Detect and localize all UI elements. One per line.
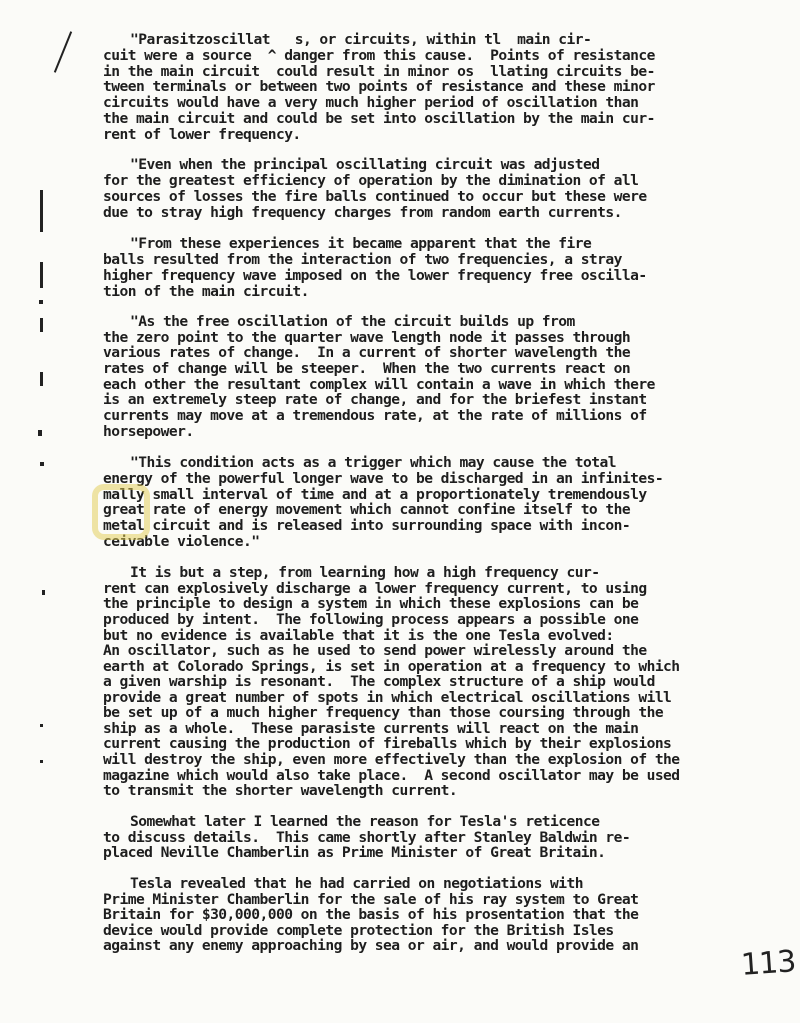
text-line: mally small interval of time and at a proportionately tremendously <box>103 486 647 503</box>
text-line: a given warship is resonant. The complex structure of a ship would <box>103 673 655 690</box>
margin-bar-mark <box>40 262 43 288</box>
text-line: tween terminals or between two points of resistance and these minor <box>103 78 655 95</box>
text-line: circuits would have a very much higher period of oscillation than <box>103 94 639 111</box>
text-line: but no evidence is available that it is the one Tesla evolved: <box>103 627 614 644</box>
text-line: provide a great number of spots in which electrical oscillations will <box>103 689 672 706</box>
text-line: the zero point to the quarter wave length node it passes through <box>103 329 631 346</box>
text-line: is an extremely steep rate of change, and for the briefest instant <box>103 391 647 408</box>
text-line: due to stray high frequency charges from random earth currents. <box>103 204 622 221</box>
text-line: Britain for $30,000,000 on the basis of his prosentation that the <box>103 906 639 923</box>
margin-slash-mark <box>54 31 72 73</box>
text-line: rates of change will be steeper. When the two currents react on <box>103 360 631 377</box>
text-line: various rates of change. In a current of shorter wavelength the <box>103 344 631 361</box>
margin-bar-mark <box>40 190 43 232</box>
text-line: for the greatest efficiency of operation by the dimination of all <box>103 172 639 189</box>
text-line: to transmit the shorter wavelength current. <box>103 782 458 799</box>
text-line: cuit were a source ^ danger from this cause. Points of resistance <box>103 47 655 64</box>
margin-bar-mark <box>40 318 43 332</box>
text-line: placed Neville Chamberlin as Prime Minister of Great Britain. <box>103 844 606 861</box>
text-line: current causing the production of fireballs which by their explosions <box>103 735 672 752</box>
page-number: 113 <box>739 944 797 983</box>
text-line: rent of lower frequency. <box>103 126 301 143</box>
text-line: against any enemy approaching by sea or air, and would provide an <box>103 937 639 954</box>
margin-bar-mark <box>40 372 43 386</box>
text-line: "As the free oscillation of the circuit builds up from <box>130 313 575 330</box>
text-line: device would provide complete protection for the British Isles <box>103 922 614 939</box>
margin-dot-mark <box>38 430 42 436</box>
text-line: each other the resultant complex will contain a wave in which there <box>103 376 655 393</box>
text-line: will destroy the ship, even more effectively than the explosion of the <box>103 751 680 768</box>
text-line: be set up of a much higher frequency than those coursing through the <box>103 704 664 721</box>
text-line: "Even when the principal oscillating circuit was adjusted <box>130 156 600 173</box>
text-line: "From these experiences it became apparent that the fire <box>130 235 592 252</box>
text-line: the principle to design a system in which these explosions can be <box>103 595 639 612</box>
text-line: horsepower. <box>103 423 194 440</box>
text-line: produced by intent. The following process appears a possible one <box>103 611 639 628</box>
text-line: higher frequency wave imposed on the lower frequency free oscilla- <box>103 267 647 284</box>
text-line: ceivable violence." <box>103 533 260 550</box>
text-line: earth at Colorado Springs, is set in operation at a frequency to which <box>103 658 680 675</box>
margin-dot-mark <box>40 760 43 763</box>
text-line: energy of the powerful longer wave to be discharged in an infinites- <box>103 470 664 487</box>
text-line: "This condition acts as a trigger which may cause the total <box>130 454 616 471</box>
text-line: Somewhat later I learned the reason for Tesla's reticence <box>130 813 600 830</box>
text-line: the main circuit and could be set into oscillation by the main cur- <box>103 110 655 127</box>
text-line: sources of losses the fire balls continued to occur but these were <box>103 188 647 205</box>
text-line: in the main circuit could result in minor os llating circuits be- <box>103 63 655 80</box>
text-line: Prime Minister Chamberlin for the sale of his ray system to Great <box>103 891 639 908</box>
text-line: balls resulted from the interaction of two frequencies, a stray <box>103 251 622 268</box>
margin-dot-mark <box>39 300 43 304</box>
margin-dot-mark <box>40 462 44 466</box>
text-line: It is but a step, from learning how a high frequency cur- <box>130 564 600 581</box>
text-line: An oscillator, such as he used to send power wirelessly around the <box>103 642 647 659</box>
text-line: to discuss details. This came shortly after Stanley Baldwin re- <box>103 829 631 846</box>
margin-dot-mark <box>40 724 43 727</box>
text-line: metal circuit and is released into surrounding space with incon- <box>103 517 631 534</box>
text-line: tion of the main circuit. <box>103 283 309 300</box>
text-line: ship as a whole. These parasiste currents will react on the main <box>103 720 639 737</box>
text-line: magazine which would also take place. A second oscillator may be used <box>103 767 680 784</box>
text-line: "Parasitzoscillat s, or circuits, within tl main cir- <box>130 31 592 48</box>
text-line: great rate of energy movement which cannot confine itself to the <box>103 501 631 518</box>
margin-dot-mark <box>42 590 45 595</box>
text-line: Tesla revealed that he had carried on negotiations with <box>130 875 583 892</box>
text-line: rent can explosively discharge a lower frequency current, to using <box>103 580 647 597</box>
text-line: currents may move at a tremendous rate, at the rate of millions of <box>103 407 647 424</box>
